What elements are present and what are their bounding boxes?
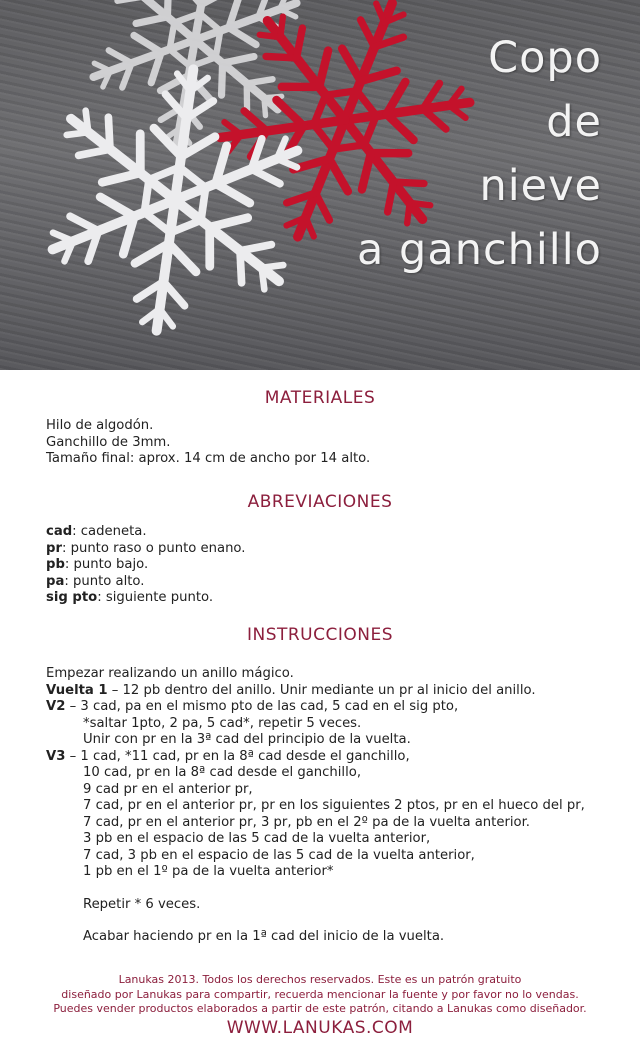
abbreviation-term: pa [46, 573, 65, 589]
website-link[interactable]: WWW.LANUKAS.COM [226, 1018, 414, 1038]
hero-title-line: a ganchillo [357, 225, 602, 275]
round-2-line: Unir con pr en la 3ª cad del principio de la vuelta. [83, 732, 411, 747]
abbreviation-desc: : punto bajo. [64, 557, 149, 572]
round-label: Vuelta 1 [46, 682, 108, 698]
abreviaciones-heading: ABREVIACIONES [247, 492, 393, 512]
abbreviation-term: pb [46, 557, 65, 572]
abbreviation-term: cad [46, 524, 73, 539]
abbreviation-item [46, 524, 245, 541]
materiales-list [46, 418, 370, 468]
round-3-line: 9 cad pr en el anterior pr, [83, 781, 253, 797]
abbreviation-term: sig pto [46, 590, 98, 605]
abbreviation-item [46, 574, 245, 591]
materiales-item: Ganchillo de 3mm. [46, 434, 171, 450]
hero-photo [0, 0, 640, 370]
abbreviation-desc: : punto raso o punto enano. [61, 540, 246, 556]
round-3-line: 7 cad, pr en el anterior pr, pr en los siguientes 2 ptos, pr en el hueco del pr, [83, 798, 585, 813]
round-3-line: 1 pb en el 1º pa de la vuelta anterior* [83, 864, 334, 879]
round-3-line: 7 cad, pr en el anterior pr, 3 pr, pb en el 2º pa de la vuelta anterior. [83, 814, 530, 830]
copyright-line: Lanukas 2013. Todos los derechos reservados. Este es un patrón gratuito [118, 973, 522, 986]
abbreviation-term: pr [46, 540, 62, 556]
abbreviation-item [46, 557, 245, 574]
round-2 [46, 699, 585, 716]
hero-title-line: Copo [488, 33, 602, 83]
instruction-intro: Empezar realizando un anillo mágico. [46, 666, 294, 681]
round-text: – 1 cad, *11 cad, pr en la 8ª cad desde el ganchillo, [65, 748, 410, 764]
round-2-line: *saltar 1pto, 2 pa, 5 cad*, repetir 5 veces. [83, 715, 362, 731]
round-3-line: 10 cad, pr en la 8ª cad desde el ganchillo, [83, 765, 362, 780]
round-text: – 12 pb dentro del anillo. Unir mediante un pr al inicio del anillo. [107, 682, 536, 698]
round-label: V3 [46, 748, 66, 764]
copyright-notice [0, 973, 640, 1017]
abbreviation-desc: : punto alto. [64, 573, 145, 589]
materiales-item: Hilo de algodón. [46, 418, 154, 433]
abbreviation-item [46, 541, 245, 558]
hero-title [357, 26, 602, 282]
round-3 [46, 749, 585, 766]
materiales-item: Tamaño final: aprox. 14 cm de ancho por 14 alto. [46, 451, 371, 466]
round-label: V2 [46, 699, 66, 714]
abbreviation-desc: : siguiente punto. [97, 590, 214, 605]
round-3-line: 7 cad, 3 pb en el espacio de las 5 cad de la vuelta anterior, [83, 847, 475, 863]
instrucciones-heading: INSTRUCCIONES [246, 625, 394, 645]
round-3-line: 3 pb en el espacio de las 5 cad de la vuelta anterior, [83, 831, 431, 846]
round-text: – 3 cad, pa en el mismo pto de las cad, 5 cad en el sig pto, [65, 699, 459, 714]
hero-title-line: nieve [479, 161, 602, 211]
copyright-line: diseñado por Lanukas para compartir, recuerda mencionar la fuente y por favor no lo vendas. [61, 987, 579, 1001]
abbreviation-desc: : cadeneta. [72, 524, 147, 539]
abbreviation-item [46, 590, 245, 607]
finish-instruction: Acabar haciendo pr en la 1ª cad del inicio de la vuelta. [83, 929, 445, 944]
instrucciones-body [46, 666, 585, 946]
abreviaciones-list [46, 524, 245, 607]
copyright-line: Puedes vender productos elaborados a partir de este patrón, citando a Lanukas como diseñador. [53, 1002, 587, 1015]
materiales-heading: MATERIALES [264, 388, 376, 408]
hero-title-line: de [546, 97, 602, 147]
repeat-instruction: Repetir * 6 veces. [83, 896, 201, 912]
round-1 [46, 683, 585, 700]
